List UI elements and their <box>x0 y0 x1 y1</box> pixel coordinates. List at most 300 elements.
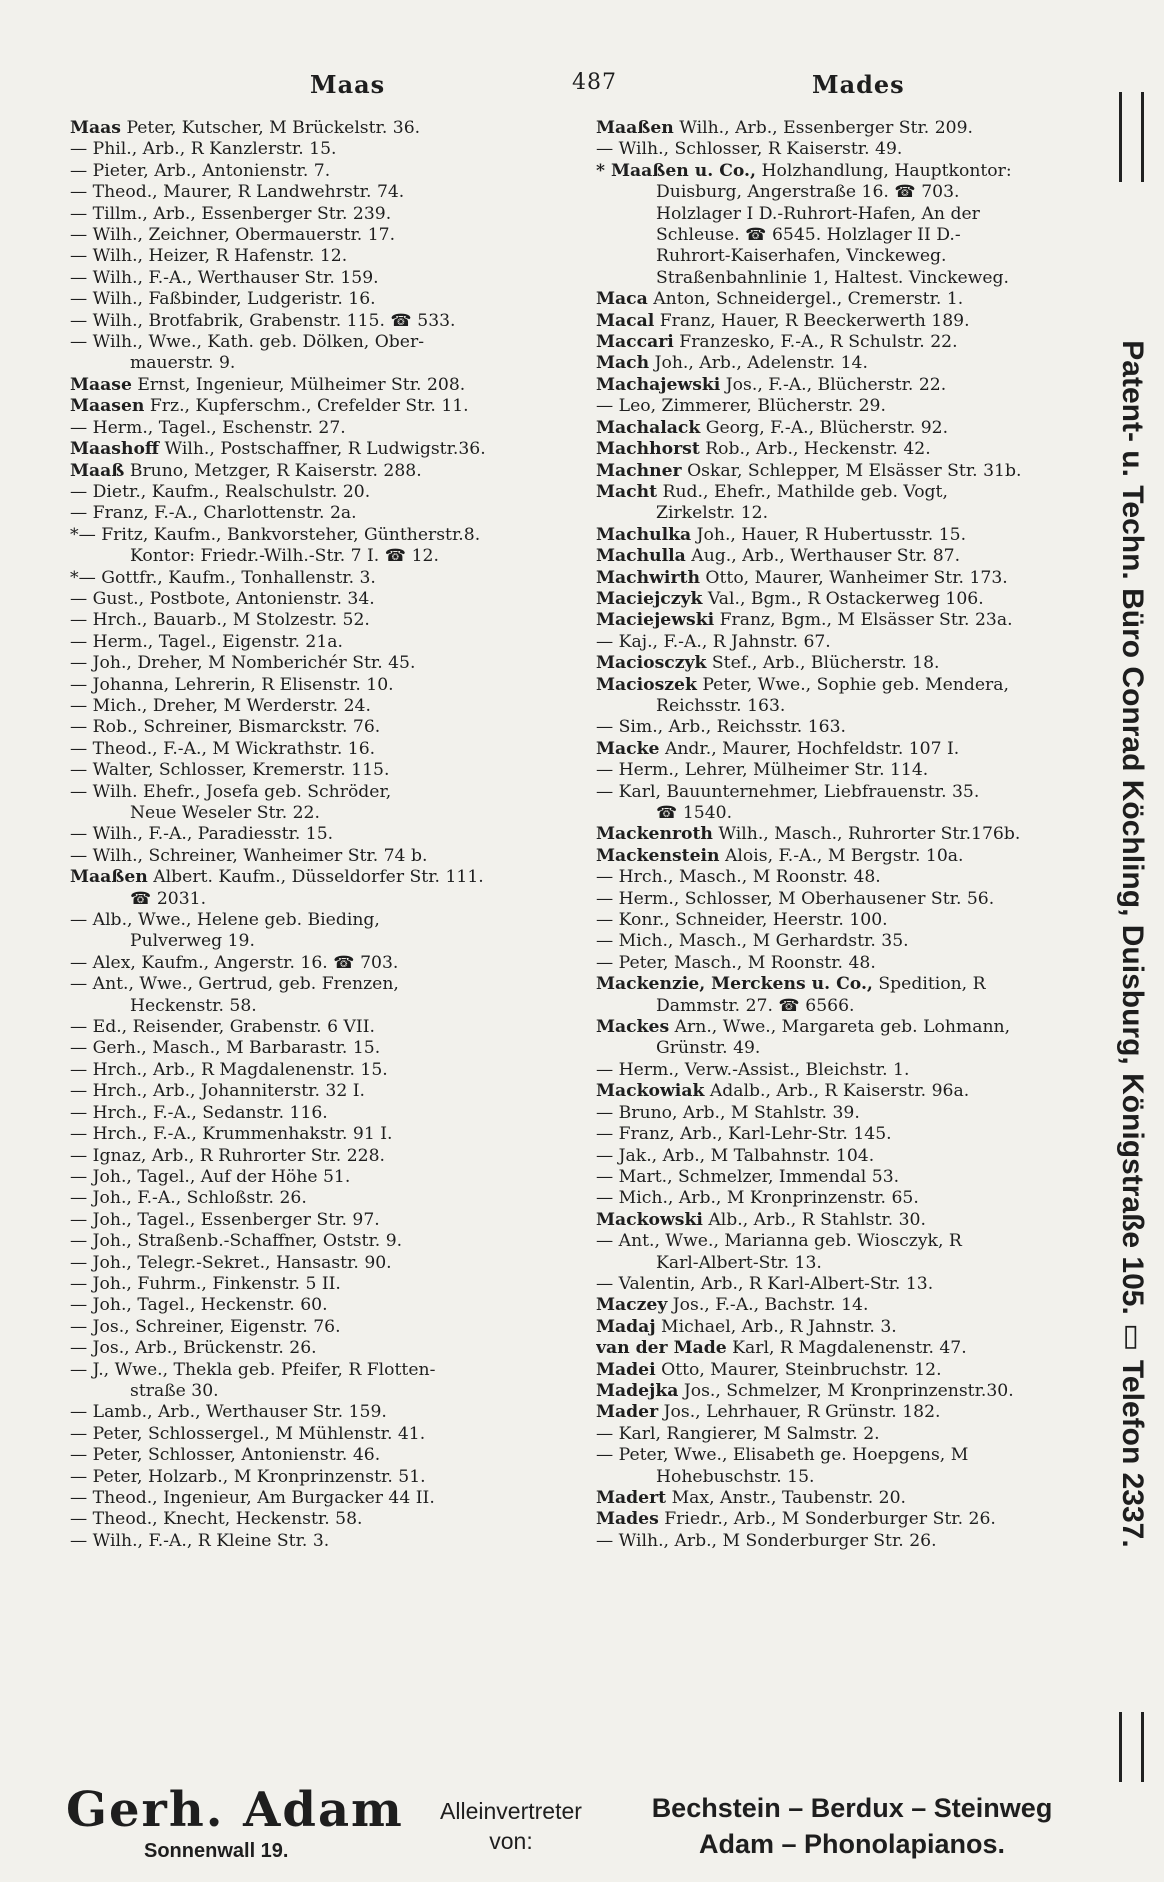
entry-text: Neue Weseler Str. 22. <box>130 803 320 823</box>
directory-entry <box>70 1295 575 1316</box>
directory-entry <box>70 953 575 974</box>
running-head-left: Maas <box>310 70 386 99</box>
entry-text: — Peter, Holzarb., M Kronprinzenstr. 51. <box>70 1466 426 1487</box>
directory-entry <box>70 439 575 460</box>
directory-entry <box>596 782 1096 803</box>
page-number: 487 <box>572 70 617 95</box>
agent-line-2: von: <box>489 1828 533 1854</box>
entry-text: Val., Bgm., R Ostackerweg 106. <box>702 588 984 609</box>
entry-surname: Machner <box>596 460 682 481</box>
entry-surname: Machulka <box>596 524 692 545</box>
directory-entry <box>596 1188 1096 1209</box>
entry-surname: Machulla <box>596 546 686 567</box>
directory-entry <box>70 182 575 203</box>
directory-entry <box>596 1017 1096 1038</box>
directory-entry <box>596 1231 1096 1252</box>
entry-text: — Konr., Schneider, Heerstr. 100. <box>596 910 888 931</box>
directory-entry <box>596 632 1096 653</box>
entry-surname: Machwirth <box>596 567 700 588</box>
directory-entry <box>70 375 575 396</box>
directory-entry <box>596 246 1096 267</box>
directory-entry <box>70 653 575 674</box>
directory-entry <box>596 1081 1096 1102</box>
entry-surname: Mackowski <box>596 1209 703 1230</box>
directory-entry <box>70 503 575 524</box>
entry-surname: Mackes <box>596 1017 670 1038</box>
entry-text: — Rob., Schreiner, Bismarckstr. 76. <box>70 717 381 738</box>
directory-entry <box>596 760 1096 781</box>
entry-text: Stef., Arb., Blücherstr. 18. <box>706 653 940 674</box>
entry-text: — Leo, Zimmerer, Blücherstr. 29. <box>596 396 886 417</box>
directory-entry <box>596 1253 1096 1274</box>
entry-text: Aug., Arb., Werthauser Str. 87. <box>685 546 961 567</box>
directory-entry <box>70 760 575 781</box>
entry-text: — Mart., Schmelzer, Immendal 53. <box>596 1166 900 1187</box>
entry-text: Holzlager I D.-Ruhrort-Hafen, An der <box>656 203 980 224</box>
directory-entry <box>596 1467 1096 1488</box>
entry-text: — Mich., Dreher, M Werderstr. 24. <box>70 695 371 716</box>
directory-entry <box>70 1531 575 1552</box>
entry-text: Duisburg, Angerstraße 16. ☎ 703. <box>656 182 960 203</box>
entry-surname: * Maaßen u. Co., <box>596 160 757 181</box>
directory-entry <box>70 461 575 482</box>
directory-entry <box>70 889 575 910</box>
entry-surname: Maca <box>596 289 648 310</box>
entry-surname: Macioszek <box>596 674 697 695</box>
entry-text: — Herm., Tagel., Eschenstr. 27. <box>70 417 346 438</box>
entry-text: — Valentin, Arb., R Karl-Albert-Str. 13. <box>596 1273 934 1294</box>
footer-advertisement <box>60 1782 1100 1872</box>
brand-list <box>612 1790 1092 1862</box>
entry-text: *— Gottfr., Kaufm., Tonhallenstr. 3. <box>70 567 376 588</box>
entry-text: — Hrch., F.-A., Krummenhakstr. 91 I. <box>70 1124 393 1145</box>
entry-text: — Ignaz, Arb., R Ruhrorter Str. 228. <box>70 1145 385 1166</box>
directory-entry <box>70 996 575 1017</box>
entry-surname: Mach <box>596 353 650 374</box>
entry-text: — Joh., Straßenb.-Schaffner, Oststr. 9. <box>70 1231 403 1252</box>
directory-entry <box>70 225 575 246</box>
entry-text: — Alex, Kaufm., Angerstr. 16. ☎ 703. <box>70 952 399 973</box>
entry-surname: Maczey <box>596 1295 668 1316</box>
directory-entry <box>596 311 1096 332</box>
directory-entry <box>596 268 1096 289</box>
directory-entry <box>70 803 575 824</box>
entry-text: — Ant., Wwe., Marianna geb. Wiosczyk, R <box>596 1231 962 1252</box>
entry-text: — Bruno, Arb., M Stahlstr. 39. <box>596 1102 860 1123</box>
entry-text: — Theod., Ingenieur, Am Burgacker 44 II. <box>70 1488 435 1508</box>
entry-text: — Herm., Schlosser, M Oberhausener Str. 56. <box>596 888 995 909</box>
directory-entry <box>70 1060 575 1081</box>
directory-entry <box>596 1338 1096 1359</box>
entry-surname: Maaßen <box>70 867 148 888</box>
entry-surname: Maashoff <box>70 439 160 460</box>
entry-text: — Jak., Arb., M Talbahnstr. 104. <box>596 1145 875 1166</box>
entry-text: Wilh., Postschaffner, R Ludwigstr.36. <box>159 439 486 460</box>
directory-entry <box>70 1445 575 1466</box>
entry-text: Karl-Albert-Str. 13. <box>656 1252 822 1273</box>
directory-entry <box>70 1402 575 1423</box>
entry-text: — Peter, Masch., M Roonstr. 48. <box>596 952 876 973</box>
directory-entry <box>70 1210 575 1231</box>
entry-text: — Herm., Tagel., Eigenstr. 21a. <box>70 631 344 652</box>
agent-line-1: Alleinvertreter <box>440 1798 582 1824</box>
entry-text: — Hrch., Arb., Johanniterstr. 32 I. <box>70 1081 366 1102</box>
directory-entry <box>70 1167 575 1188</box>
directory-entry <box>70 696 575 717</box>
entry-text: — Peter, Schlosser, Antonienstr. 46. <box>70 1445 381 1466</box>
directory-entry <box>596 1381 1096 1402</box>
directory-entry <box>596 1424 1096 1445</box>
entry-text: Holzhandlung, Hauptkontor: <box>756 160 1012 181</box>
directory-entry <box>70 1231 575 1252</box>
agent-text <box>416 1796 606 1856</box>
entry-text: — Hrch., Masch., M Roonstr. 48. <box>596 867 881 888</box>
directory-entry <box>70 1146 575 1167</box>
directory-entry <box>596 996 1096 1017</box>
directory-entry <box>70 1488 575 1509</box>
directory-entry <box>596 418 1096 439</box>
entry-text: — Joh., Dreher, M Nomberichér Str. 45. <box>70 653 416 674</box>
directory-entry <box>70 418 575 439</box>
sidebar-rule-bottom <box>1113 1712 1151 1782</box>
directory-entry <box>596 1274 1096 1295</box>
brands-line-1: Bechstein – Berdux – Steinweg <box>651 1793 1053 1823</box>
entry-text: Ruhrort-Kaiserhafen, Vinckeweg. <box>656 246 947 267</box>
directory-entry <box>70 1017 575 1038</box>
directory-entry <box>70 1338 575 1359</box>
entry-surname: Macht <box>596 481 658 502</box>
entry-text: Albert. Kaufm., Düsseldorfer Str. 111. <box>147 867 484 888</box>
entry-text: Wilh., Arb., Essenberger Str. 209. <box>673 118 973 138</box>
entry-text: — J., Wwe., Thekla geb. Pfeifer, R Flotten- <box>70 1359 436 1380</box>
entry-text: — Sim., Arb., Reichsstr. 163. <box>596 717 847 738</box>
entry-text: Ernst, Ingenieur, Mülheimer Str. 208. <box>131 374 466 395</box>
directory-entry <box>596 503 1096 524</box>
entry-text: Max, Anstr., Taubenstr. 20. <box>666 1488 906 1508</box>
directory-entry <box>596 1295 1096 1316</box>
directory-entry <box>596 846 1096 867</box>
entry-surname: Mackowiak <box>596 1081 705 1102</box>
entry-text: Frz., Kupferschm., Crefelder Str. 11. <box>144 396 469 417</box>
directory-entry <box>596 332 1096 353</box>
entry-text: Heckenstr. 58. <box>130 995 257 1016</box>
entry-text: — Wilh., Schreiner, Wanheimer Str. 74 b. <box>70 845 428 866</box>
directory-entry <box>70 1509 575 1530</box>
entry-text: — Phil., Arb., R Kanzlerstr. 15. <box>70 139 337 160</box>
directory-entry <box>70 782 575 803</box>
entry-surname: Mades <box>596 1509 659 1530</box>
directory-entry <box>596 1531 1096 1552</box>
entry-text: — Mich., Arb., M Kronprinzenstr. 65. <box>596 1188 919 1209</box>
entry-text: — Gerh., Masch., M Barbarastr. 15. <box>70 1038 381 1059</box>
directory-entry <box>70 289 575 310</box>
directory-entry <box>70 482 575 503</box>
directory-entry <box>70 525 575 546</box>
advertiser-address: Sonnenwall 19. <box>144 1840 289 1862</box>
directory-entry <box>596 953 1096 974</box>
entry-text: — Wilh., F.-A., Paradiesstr. 15. <box>70 824 334 845</box>
entry-text: — Jos., Schreiner, Eigenstr. 76. <box>70 1316 341 1337</box>
directory-entry <box>70 1381 575 1402</box>
entry-text: — Peter, Schlossergel., M Mühlenstr. 41. <box>70 1423 426 1444</box>
entry-surname: Machajewski <box>596 374 721 395</box>
entry-surname: Maas <box>70 118 121 138</box>
directory-entry <box>70 910 575 931</box>
directory-entry <box>596 353 1096 374</box>
directory-entry <box>70 867 575 888</box>
entry-text: — Gust., Postbote, Antonienstr. 34. <box>70 588 375 609</box>
entry-text: — Wilh., Arb., M Sonderburger Str. 26. <box>596 1530 937 1551</box>
directory-entry <box>70 1081 575 1102</box>
entry-surname: Maaßen <box>596 118 674 138</box>
directory-entry <box>70 846 575 867</box>
entry-text: — Joh., F.-A., Schloßstr. 26. <box>70 1188 307 1209</box>
entry-text: — Lamb., Arb., Werthauser Str. 159. <box>70 1402 387 1423</box>
directory-entry <box>70 974 575 995</box>
right-column <box>596 118 1096 1780</box>
entry-surname: Maasen <box>70 396 145 417</box>
entry-text: Bruno, Metzger, R Kaiserstr. 288. <box>124 460 422 481</box>
entry-text: Jos., F.-A., Bachstr. 14. <box>667 1295 869 1316</box>
entry-text: — Wilh., F.-A., R Kleine Str. 3. <box>70 1530 330 1551</box>
entry-text: Straßenbahnlinie 1, Haltest. Vinckeweg. <box>656 267 1010 288</box>
directory-entry <box>70 1317 575 1338</box>
directory-entry <box>596 1317 1096 1338</box>
entry-surname: Mader <box>596 1402 659 1423</box>
entry-surname: Machalack <box>596 417 701 438</box>
directory-entry <box>70 1188 575 1209</box>
entry-text: Adalb., Arb., R Kaiserstr. 96a. <box>704 1081 970 1102</box>
directory-entry <box>596 653 1096 674</box>
directory-entry <box>596 824 1096 845</box>
entry-text: mauerstr. 9. <box>130 353 236 374</box>
directory-entry <box>596 568 1096 589</box>
entry-text: Grünstr. 49. <box>656 1038 761 1059</box>
directory-entry <box>596 1146 1096 1167</box>
directory-entry <box>70 1253 575 1274</box>
entry-text: Alois, F.-A., M Bergstr. 10a. <box>719 845 964 866</box>
entry-text: — Johanna, Lehrerin, R Elisenstr. 10. <box>70 674 394 695</box>
entry-text: — Hrch., Bauarb., M Stolzestr. 52. <box>70 610 370 631</box>
entry-surname: Madei <box>596 1359 656 1380</box>
directory-entry <box>596 289 1096 310</box>
entry-text: — Alb., Wwe., Helene geb. Bieding, <box>70 910 380 931</box>
directory-entry <box>596 589 1096 610</box>
directory-entry <box>596 1360 1096 1381</box>
entry-text: — Wilh., F.-A., Werthauser Str. 159. <box>70 267 379 288</box>
directory-entry <box>596 803 1096 824</box>
sidebar-text: Patent- u. Techn. Büro Conrad Köchling, Duisburg, Königstraße 105. ▭ Telefon 2337. <box>1116 340 1149 1548</box>
entry-surname: Maciejewski <box>596 610 715 631</box>
directory-entry <box>596 546 1096 567</box>
entry-text: — Wilh., Faßbinder, Ludgeristr. 16. <box>70 289 376 310</box>
entry-surname: Mackenstein <box>596 845 720 866</box>
directory-entry <box>596 1060 1096 1081</box>
entry-text: — Tillm., Arb., Essenberger Str. 239. <box>70 203 392 224</box>
directory-entry <box>70 332 575 353</box>
directory-entry <box>70 204 575 225</box>
entry-text: — Hrch., Arb., R Magdalenenstr. 15. <box>70 1059 388 1080</box>
directory-entry <box>70 1038 575 1059</box>
left-column <box>70 118 575 1780</box>
entry-text: Franzesko, F.-A., R Schulstr. 22. <box>673 332 958 353</box>
directory-entry <box>596 161 1096 182</box>
directory-entry <box>596 139 1096 160</box>
directory-entry <box>70 739 575 760</box>
directory-entry <box>596 696 1096 717</box>
entry-surname: Madert <box>596 1488 667 1508</box>
entry-text: Pulverweg 19. <box>130 931 255 952</box>
directory-entry <box>596 1445 1096 1466</box>
entry-text: — Joh., Fuhrm., Finkenstr. 5 II. <box>70 1273 341 1294</box>
entry-surname: Maccari <box>596 332 674 353</box>
entry-surname: Macal <box>596 310 655 331</box>
directory-entry <box>596 610 1096 631</box>
entry-text: Wilh., Masch., Ruhrorter Str.176b. <box>712 824 1021 845</box>
entry-text: — Pieter, Arb., Antonienstr. 7. <box>70 160 331 181</box>
entry-text: ☎ 1540. <box>656 803 733 823</box>
entry-text: — Karl, Rangierer, M Salmstr. 2. <box>596 1423 880 1444</box>
entry-text: — Peter, Wwe., Elisabeth ge. Hoepgens, M <box>596 1445 969 1466</box>
brands-line-2: Adam – Phonolapianos. <box>698 1829 1006 1859</box>
entry-text: Franz, Bgm., M Elsässer Str. 23a. <box>714 610 1013 631</box>
directory-entry <box>70 1103 575 1124</box>
directory-entry <box>596 1488 1096 1509</box>
directory-entry <box>596 118 1096 139</box>
entry-surname: Maciosczyk <box>596 653 707 674</box>
directory-entry <box>70 717 575 738</box>
directory-entry <box>596 482 1096 503</box>
directory-entry <box>70 1467 575 1488</box>
entry-surname: Madejka <box>596 1380 679 1401</box>
entry-text: — Herm., Lehrer, Mülheimer Str. 114. <box>596 760 929 781</box>
entry-text: Zirkelstr. 12. <box>656 503 769 524</box>
entry-surname: Machhorst <box>596 439 700 460</box>
entry-text: Rud., Ehefr., Mathilde geb. Vogt, <box>657 481 948 502</box>
entry-text: — Joh., Tagel., Auf der Höhe 51. <box>70 1166 351 1187</box>
directory-entry <box>70 931 575 952</box>
entry-text: Andr., Maurer, Hochfeldstr. 107 I. <box>659 738 960 759</box>
entry-text: — Mich., Masch., M Gerhardstr. 35. <box>596 931 909 952</box>
directory-entry <box>596 375 1096 396</box>
entry-text: Georg, F.-A., Blücherstr. 92. <box>700 417 949 438</box>
entry-text: — Wilh., Wwe., Kath. geb. Dölken, Ober- <box>70 332 424 353</box>
directory-entry <box>70 1360 575 1381</box>
entry-text: Arn., Wwe., Margareta geb. Lohmann, <box>669 1017 1011 1038</box>
directory-entry <box>596 1103 1096 1124</box>
directory-entry <box>70 632 575 653</box>
entry-text: — Walter, Schlosser, Kremerstr. 115. <box>70 760 390 781</box>
running-head-right: Mades <box>812 70 905 99</box>
directory-entry <box>596 461 1096 482</box>
directory-entry <box>70 1274 575 1295</box>
directory-entry <box>596 204 1096 225</box>
directory-entry <box>596 910 1096 931</box>
directory-entry <box>70 1124 575 1145</box>
directory-entry <box>70 396 575 417</box>
entry-text: — Joh., Tagel., Essenberger Str. 97. <box>70 1209 380 1230</box>
entry-text: Alb., Arb., R Stahlstr. 30. <box>702 1209 926 1230</box>
directory-entry <box>596 931 1096 952</box>
entry-text: — Joh., Telegr.-Sekret., Hansastr. 90. <box>70 1252 392 1273</box>
entry-surname: Maase <box>70 374 132 395</box>
directory-entry <box>70 161 575 182</box>
entry-text: Franz, Hauer, R Beeckerwerth 189. <box>654 310 970 331</box>
entry-text: Otto, Maurer, Steinbruchstr. 12. <box>655 1359 942 1380</box>
entry-text: *— Fritz, Kaufm., Bankvorsteher, Güntherstr.8. <box>70 524 481 545</box>
directory-entry <box>596 182 1096 203</box>
entry-text: — Wilh., Heizer, R Hafenstr. 12. <box>70 246 348 267</box>
directory-entry <box>596 867 1096 888</box>
directory-entry <box>596 1167 1096 1188</box>
entry-text: — Theod., Maurer, R Landwehrstr. 74. <box>70 182 405 203</box>
entry-text: straße 30. <box>130 1380 219 1401</box>
advertiser-name: Gerh. Adam <box>66 1782 404 1838</box>
entry-text: Kontor: Friedr.-Wilh.-Str. 7 I. ☎ 12. <box>130 546 439 567</box>
directory-entry <box>70 1424 575 1445</box>
entry-surname: Madaj <box>596 1316 656 1337</box>
entry-text: Peter, Wwe., Sophie geb. Mendera, <box>696 674 1009 695</box>
entry-text: — Wilh. Ehefr., Josefa geb. Schröder, <box>70 781 392 802</box>
directory-entry <box>70 311 575 332</box>
directory-entry <box>70 546 575 567</box>
directory-entry <box>70 353 575 374</box>
entry-text: — Wilh., Schlosser, R Kaiserstr. 49. <box>596 139 903 160</box>
directory-entry <box>596 439 1096 460</box>
directory-entry <box>70 568 575 589</box>
directory-entry <box>70 246 575 267</box>
entry-text: Schleuse. ☎ 6545. Holzlager II D.- <box>656 225 961 246</box>
entry-text: — Wilh., Brotfabrik, Grabenstr. 115. ☎ 533. <box>70 310 456 331</box>
entry-text: Michael, Arb., R Jahnstr. 3. <box>655 1316 897 1337</box>
entry-text: — Wilh., Zeichner, Obermauerstr. 17. <box>70 225 396 246</box>
directory-entry <box>596 1210 1096 1231</box>
directory-entry <box>70 589 575 610</box>
directory-entry <box>596 889 1096 910</box>
directory-entry <box>70 675 575 696</box>
directory-entry <box>596 1124 1096 1145</box>
entry-text: — Franz, F.-A., Charlottenstr. 2a. <box>70 503 357 524</box>
entry-text: Jos., F.-A., Blücherstr. 22. <box>720 374 947 395</box>
entry-text: Rob., Arb., Heckenstr. 42. <box>699 439 931 460</box>
entry-surname: Mackenroth <box>596 824 713 845</box>
entry-text: Jos., Lehrhauer, R Grünstr. 182. <box>658 1402 941 1423</box>
sidebar-advertisement <box>1104 92 1158 1792</box>
entry-text: Karl, R Magdalenenstr. 47. <box>726 1338 967 1359</box>
entry-text: — Hrch., F.-A., Sedanstr. 116. <box>70 1102 328 1123</box>
directory-entry <box>596 525 1096 546</box>
entry-text: Anton, Schneidergel., Cremerstr. 1. <box>647 289 964 310</box>
entry-text: — Franz, Arb., Karl-Lehr-Str. 145. <box>596 1124 892 1145</box>
directory-entry <box>70 824 575 845</box>
entry-text: Jos., Schmelzer, M Kronprinzenstr.30. <box>678 1380 1014 1401</box>
entry-surname: Mackenzie, Merckens u. Co., <box>596 974 873 995</box>
entry-text: — Karl, Bauunternehmer, Liebfrauenstr. 35. <box>596 781 980 802</box>
entry-text: — Kaj., F.-A., R Jahnstr. 67. <box>596 631 831 652</box>
entry-text: — Ant., Wwe., Gertrud, geb. Frenzen, <box>70 974 399 995</box>
entry-text: ☎ 2031. <box>130 888 207 909</box>
entry-text: Joh., Hauer, R Hubertusstr. 15. <box>691 524 967 545</box>
entry-text: — Dietr., Kaufm., Realschulstr. 20. <box>70 481 371 502</box>
directory-entry <box>596 1038 1096 1059</box>
directory-entry <box>70 118 575 139</box>
directory-entry <box>596 396 1096 417</box>
entry-text: Reichsstr. 163. <box>656 695 786 716</box>
directory-entry <box>70 610 575 631</box>
entry-text: Joh., Arb., Adelenstr. 14. <box>649 353 868 374</box>
entry-text: — Theod., F.-A., M Wickrathstr. 16. <box>70 738 376 759</box>
entry-surname: Maaß <box>70 460 125 481</box>
